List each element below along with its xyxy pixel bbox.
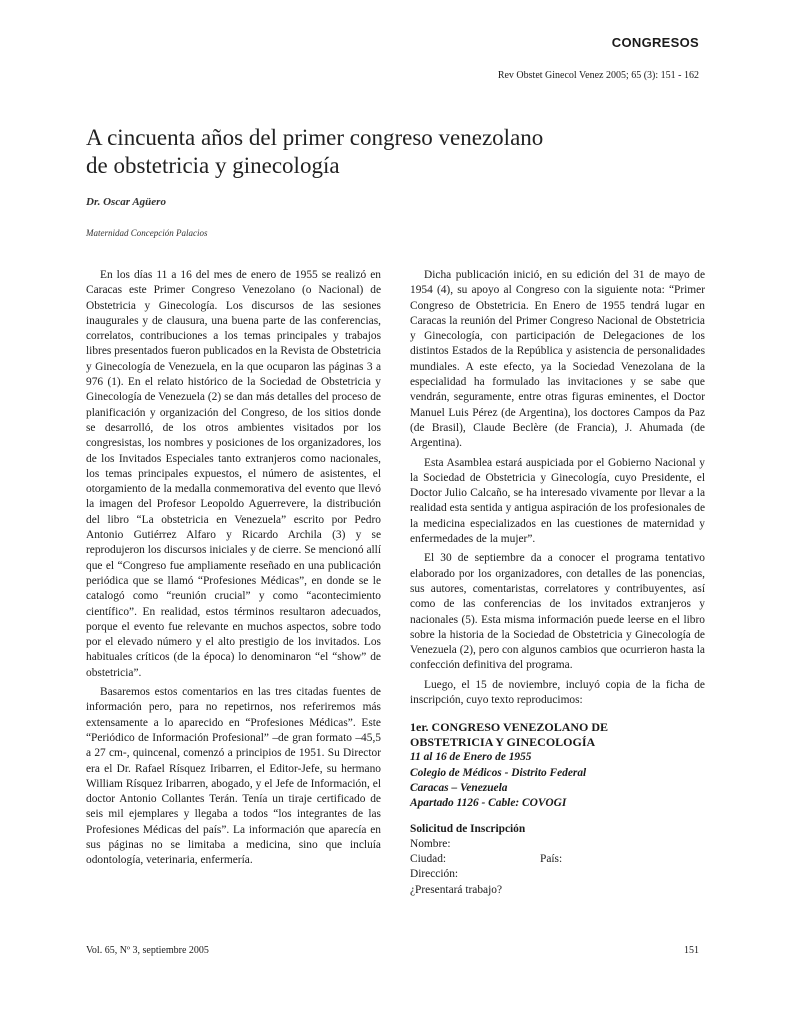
author-affiliation: Maternidad Concepción Palacios <box>86 228 208 238</box>
section-label: CONGRESOS <box>611 35 699 50</box>
form-heading-line-1: 1er. CONGRESO VENEZOLANO DE <box>410 720 609 735</box>
address-field-label: Dirección: <box>410 868 459 881</box>
paragraph: En los días 11 a 16 del mes de enero de 1955 se realizó en Caracas este Primer Congreso Venezolano (o Nacional) de Obstetricia y Ginecología. Los discursos de las sesiones inaugurales y de clausura, una buena parte de las conferencias, correlatos, contribuciones a los temas principales y trabajos libres presentados fueron publicados en la Revista de Obstetricia y Ginecología de Venezuela, en la que ocuparon las páginas 3 a 976 (1). En el relato histórico de la Sociedad de Obstetricia y Ginecología de Venezuela (2) se dan más detalles del proceso de planificación y organización del Congreso, de los sitios donde se desarrolló, de los otros ambientes visitados por los congresistas, los nombres y posiciones de los organizadores, los de los Invitados Especiales tanto extranjeros como nacionales, los temas principales expuestos, el número de asistentes, el otorgamiento de la medalla conmemorativa del evento que llevó la imagen del Profesor Leopoldo Aguerrevere, la distribución del libro “La obstetricia en Venezuela” escrito por Pedro Antonio Gutiérrez Alfaro y Ricardo Archila (3) y se reprodujeron los discursos iniciales y de cierre. Se mencionó allí que el “Congreso fue ampliamente reseñado en una publicación periódica que se llamó “Profesiones Médicas”, en donde se le catalogó como “reunión crucial” y como “acontecimiento científico”. En realidad, estos términos resultaron adecuados, porque el evento fue relevante en muchos aspectos, sobre todo por el elevado número y el alto prestigio de los invitados. Los habituales críticos (de la época) lo denominaron “el “show” de obstetricia”. <box>86 269 381 679</box>
article-title <box>86 124 706 180</box>
form-subtitle: Solicitud de Inscripción <box>410 822 526 835</box>
form-date: 11 al 16 de Enero de 1955 <box>410 751 532 764</box>
form-venue: Colegio de Médicos - Distrito Federal <box>410 766 587 779</box>
paragraph: Luego, el 15 de noviembre, incluyó copia de la ficha de inscripción, cuyo texto reproducimos: <box>410 678 705 707</box>
city-country-row <box>410 852 705 867</box>
right-column <box>410 268 705 898</box>
title-line-1: A cincuenta años del primer congreso venezolano <box>86 125 544 150</box>
paragraph: Basaremos estos comentarios en las tres citadas fuentes de información pero, para no repetirnos, nos referiremos más extensamente a lo aparecido en “Profesiones Médicas”. Este “Periódico de Información Profesional” –de gran formato –45,5 a 27 cm-, quincenal, comenzó a principios de 1951. Su Director era el Dr. Rafael Rísquez Iribarren, el Editor-Jefe, su hermano William Rísquez Iribarren, abogado, y el Jefe de Información, el doctor Antonio Collantes Terán. Tenía un tiraje certificado de seis mil ejemplares y llegaba a todos “los integrantes de las Profesiones Médicas del país”. La información que aparecía en sus páginas no se limitaba a medicina, sino que incluía odontología, veterinaria, enfermería. <box>86 686 381 867</box>
page-number: 151 <box>684 945 699 956</box>
name-field-label: Nombre: <box>410 837 451 850</box>
work-field-label: ¿Presentará trabajo? <box>410 883 503 896</box>
form-address: Apartado 1126 - Cable: COVOGI <box>410 797 567 810</box>
registration-form <box>410 720 705 898</box>
paragraph: Esta Asamblea estará auspiciada por el Gobierno Nacional y la Sociedad de Obstetricia y Ginecología, cuyo Presidente, el Doctor Julio Calcaño, se ha interesado vivamente por llevar a la realidad esta sentida y antigua aspiración de los profesionales de la medicina especializados en las cuestiones de maternidad y enfermedades de la mujer”. <box>410 456 705 546</box>
city-field-label: Ciudad: <box>410 853 447 866</box>
journal-citation: Rev Obstet Ginecol Venez 2005; 65 (3): 151 - 162 <box>497 70 699 81</box>
country-field-label: País: <box>540 853 563 866</box>
paragraph: El 30 de septiembre da a conocer el programa tentativo elaborado por los organizadores, con detalles de las ponencias, sus autores, comentaristas, correlatores y contribuyentes, así como de las conferencias de los invitados extranjeros y nacionales (5). Esta misma información puede leerse en el libro sobre la historia de la Sociedad de Obstetricia y Ginecología de Venezuela (2), pero con algunos cambios que ocurrieron hasta la confección definitiva del programa. <box>410 552 705 672</box>
form-heading-line-2: OBSTETRICIA Y GINECOLOGÍA <box>410 735 596 750</box>
author-name: Dr. Oscar Agüero <box>86 196 166 208</box>
paragraph: Dicha publicación inició, en su edición del 31 de mayo de 1954 (4), su apoyo al Congreso con la siguiente nota: “Primer Congreso de Obstetricia. En Enero de 1955 tendrá lugar en Caracas la reunión del Primer Congreso Nacional de Obstetricia y Ginecología, con participación de Delegaciones de los distintos Estados de la República y asistencia de personalidades mundiales. A este efecto, ya la Sociedad Venezolana de la especialidad ha formulado las invitaciones y se sabe que vendrán, seguramente, entre otras figuras eminentes, el Doctor Manuel Luis Pérez (de Argentina), los doctores Campos da Paz (de Brasil), Claude Beclère (de Francia), J. Ahumada (de Argentina). <box>410 269 705 450</box>
form-city: Caracas – Venezuela <box>410 781 508 794</box>
title-line-2: de obstetricia y ginecología <box>86 153 340 178</box>
left-column <box>86 268 381 869</box>
footer-issue: Vol. 65, Nº 3, septiembre 2005 <box>86 945 209 956</box>
